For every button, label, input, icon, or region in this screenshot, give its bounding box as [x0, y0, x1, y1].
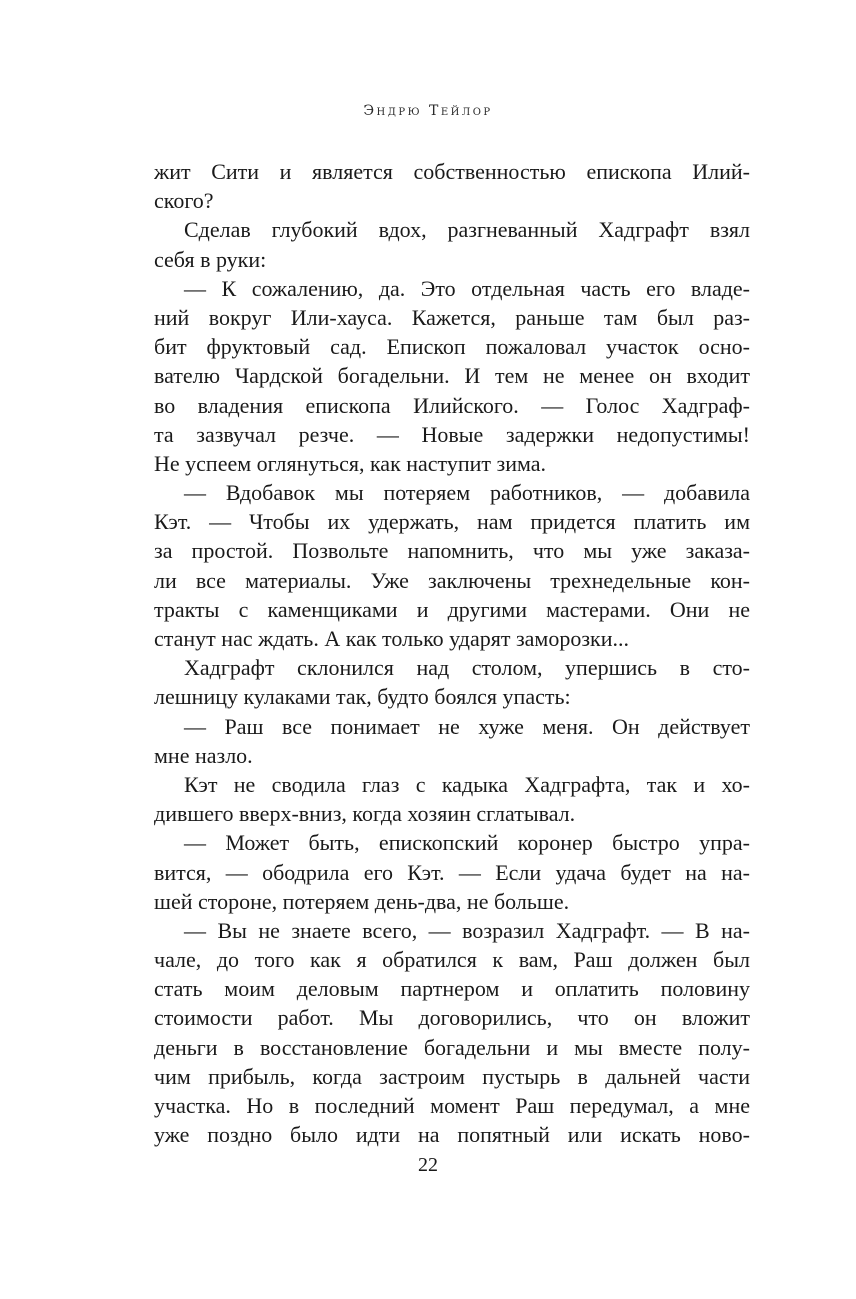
text-line: тракты с каменщиками и другими мастерами. Они не: [154, 596, 750, 622]
text-line: Хадграфт склонился над столом, упершись в сто-: [184, 655, 750, 681]
text-line: стать моим деловым партнером и оплатить половину: [154, 976, 750, 1002]
page-number: 22: [418, 1154, 438, 1176]
text-line: та зазвучал резче. — Новые задержки недопустимы!: [154, 421, 750, 447]
text-line: вателю Чардской богадельни. И тем не менее он входит: [154, 363, 750, 389]
text-line: мне назло.: [154, 742, 253, 768]
text-line: ний вокруг Или-хауса. Кажется, раньше там был раз-: [154, 304, 750, 330]
text-line: Сделав глубокий вдох, разгневанный Хадграфт взял: [184, 217, 750, 243]
running-header: Эндрю Тейлор: [363, 103, 493, 119]
text-line: чим прибыль, когда застроим пустырь в дальней части: [154, 1063, 750, 1089]
text-line: — Может быть, епископский коронер быстро упра-: [184, 830, 750, 856]
text-line: бит фруктовый сад. Епископ пожаловал участок осно-: [154, 334, 750, 360]
text-line: за простой. Позвольте напомнить, что мы уже заказа-: [154, 538, 750, 564]
text-line: Не успеем оглянуться, как наступит зима.: [154, 450, 547, 476]
text-line: стоимости работ. Мы договорились, что он вложит: [154, 1005, 750, 1031]
text-line: чале, до того как я обратился к вам, Раш должен был: [154, 947, 750, 973]
text-line: ли все материалы. Уже заключены трехнедельные кон-: [154, 567, 750, 593]
text-line: участка. Но в последний момент Раш передумал, а мне: [154, 1093, 750, 1118]
text-line: дившего вверх-вниз, когда хозяин сглатывал.: [154, 801, 576, 827]
text-line: жит Сити и является собственностью епископа Илий-: [154, 159, 750, 184]
text-line: во владения епископа Илийского. — Голос Хадграф-: [154, 392, 750, 418]
text-line: вится, — ободрила его Кэт. — Если удача будет на на-: [154, 859, 750, 885]
text-line: Кэт не сводила глаз с кадыка Хадграфта, так и хо-: [184, 771, 750, 797]
text-line: лешницу кулаками так, будто боялся упасть:: [154, 684, 571, 710]
text-line: Кэт. — Чтобы их удержать, нам придется платить им: [154, 509, 750, 535]
body-text: [154, 157, 750, 1149]
text-line: — Раш все понимает не хуже меня. Он действует: [184, 713, 750, 739]
text-line: уже поздно было идти на попятный или искать ново-: [154, 1122, 750, 1148]
text-line: — Вы не знаете всего, — возразил Хадграфт. — В на-: [184, 917, 750, 943]
text-line: — К сожалению, да. Это отдельная часть его владе-: [184, 275, 750, 301]
text-line: деньги в восстановление богадельни и мы вместе полу-: [154, 1034, 750, 1060]
text-line: шей стороне, потеряем день-два, не больше.: [154, 888, 570, 914]
text-line: себя в руки:: [154, 246, 267, 272]
text-line: станут нас ждать. А как только ударят заморозки...: [154, 626, 629, 651]
text-line: ского?: [154, 188, 214, 214]
text-line: — Вдобавок мы потеряем работников, — добавила: [184, 480, 750, 506]
